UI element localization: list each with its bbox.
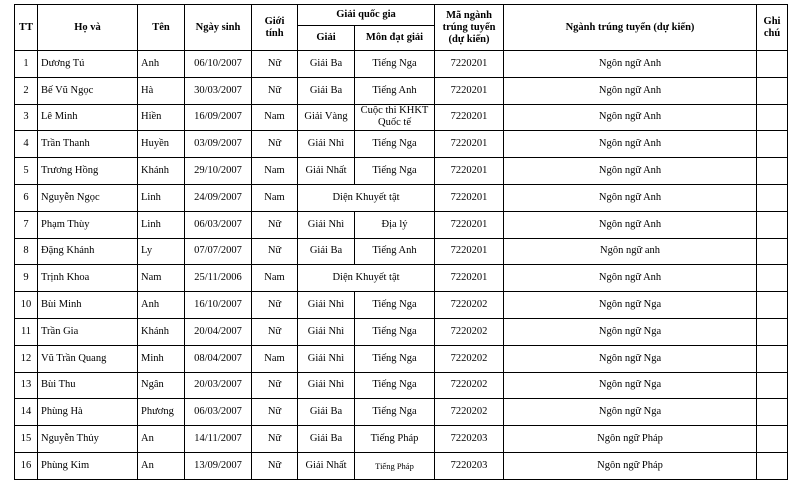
cell-tt: 9 (15, 265, 38, 292)
cell-mon-dat-giai: Cuộc thi KHKT Quốc tế (355, 104, 435, 131)
cell-ghi-chu (757, 158, 788, 185)
table-row (15, 318, 788, 345)
cell-ghi-chu (757, 131, 788, 158)
cell-mon-dat-giai: Tiếng Nga (355, 51, 435, 78)
cell-giai: Giải Nhì (298, 292, 355, 319)
cell-gioi-tinh: Nữ (252, 238, 298, 265)
cell-ten: Huyền (138, 131, 185, 158)
cell-ghi-chu (757, 372, 788, 399)
cell-ghi-chu (757, 211, 788, 238)
cell-mon-dat-giai: Tiếng Pháp (355, 452, 435, 479)
cell-ngay-sinh: 06/03/2007 (185, 211, 252, 238)
cell-ma-nganh: 7220201 (435, 104, 504, 131)
cell-ten: Minh (138, 345, 185, 372)
cell-nganh-trung-tuyen: Ngôn ngữ Anh (504, 77, 757, 104)
cell-tt: 15 (15, 426, 38, 453)
cell-ngay-sinh: 16/09/2007 (185, 104, 252, 131)
header-giai: Giải (298, 26, 355, 51)
cell-ma-nganh: 7220202 (435, 372, 504, 399)
cell-tt: 6 (15, 184, 38, 211)
cell-ho-va: Đặng Khánh (38, 238, 138, 265)
cell-tt: 13 (15, 372, 38, 399)
header-ten: Tên (138, 5, 185, 51)
cell-tt: 7 (15, 211, 38, 238)
cell-ten: Phương (138, 399, 185, 426)
cell-mon-dat-giai: Tiếng Nga (355, 372, 435, 399)
cell-ghi-chu (757, 426, 788, 453)
cell-tt: 1 (15, 51, 38, 78)
cell-nganh-trung-tuyen: Ngôn ngữ Pháp (504, 452, 757, 479)
cell-tt: 14 (15, 399, 38, 426)
cell-ma-nganh: 7220201 (435, 158, 504, 185)
cell-gioi-tinh: Nữ (252, 51, 298, 78)
header-ma-nganh: Mã ngành trúng tuyển (dự kiến) (435, 5, 504, 51)
cell-gioi-tinh: Nam (252, 104, 298, 131)
cell-tt: 10 (15, 292, 38, 319)
cell-ma-nganh: 7220201 (435, 77, 504, 104)
cell-nganh-trung-tuyen: Ngôn ngữ Anh (504, 158, 757, 185)
cell-gioi-tinh: Nữ (252, 131, 298, 158)
cell-ma-nganh: 7220201 (435, 211, 504, 238)
cell-giai: Giải Ba (298, 399, 355, 426)
cell-ho-va: Nguyễn Thủy (38, 426, 138, 453)
cell-ngay-sinh: 06/10/2007 (185, 51, 252, 78)
cell-gioi-tinh: Nam (252, 184, 298, 211)
cell-nganh-trung-tuyen: Ngôn ngữ Nga (504, 345, 757, 372)
header-gioi-tinh: Giới tính (252, 5, 298, 51)
cell-nganh-trung-tuyen: Ngôn ngữ Nga (504, 292, 757, 319)
cell-ho-va: Lê Minh (38, 104, 138, 131)
cell-ten: Khánh (138, 318, 185, 345)
cell-ngay-sinh: 16/10/2007 (185, 292, 252, 319)
cell-mon-dat-giai: Tiếng Anh (355, 77, 435, 104)
cell-ghi-chu (757, 318, 788, 345)
cell-gioi-tinh: Nữ (252, 426, 298, 453)
cell-ho-va: Dương Tú (38, 51, 138, 78)
cell-ho-va: Trần Thanh (38, 131, 138, 158)
cell-ngay-sinh: 24/09/2007 (185, 184, 252, 211)
table-row (15, 426, 788, 453)
header-ho-va: Họ và (38, 5, 138, 51)
cell-giai: Giải Nhì (298, 131, 355, 158)
document-page (14, 4, 788, 480)
cell-gioi-tinh: Nữ (252, 452, 298, 479)
cell-ho-va: Trần Gia (38, 318, 138, 345)
table-row (15, 452, 788, 479)
cell-ho-va: Bùi Minh (38, 292, 138, 319)
cell-ten: An (138, 452, 185, 479)
table-row (15, 158, 788, 185)
cell-ngay-sinh: 30/03/2007 (185, 77, 252, 104)
cell-ten: Nam (138, 265, 185, 292)
cell-tt: 11 (15, 318, 38, 345)
cell-giai: Giải Nhất (298, 158, 355, 185)
cell-ho-va: Trương Hồng (38, 158, 138, 185)
cell-mon-dat-giai: Tiếng Nga (355, 318, 435, 345)
cell-ghi-chu (757, 399, 788, 426)
cell-dien-uu-tien: Diện Khuyết tật (298, 184, 435, 211)
cell-mon-dat-giai: Tiếng Nga (355, 131, 435, 158)
table-row (15, 211, 788, 238)
cell-ten: Anh (138, 292, 185, 319)
header-ghi-chu: Ghi chú (757, 5, 788, 51)
cell-nganh-trung-tuyen: Ngôn ngữ Anh (504, 184, 757, 211)
cell-tt: 3 (15, 104, 38, 131)
table-row (15, 345, 788, 372)
cell-ghi-chu (757, 292, 788, 319)
cell-mon-dat-giai: Tiếng Nga (355, 292, 435, 319)
header-nganh-trung-tuyen: Ngành trúng tuyển (dự kiến) (504, 5, 757, 51)
cell-mon-dat-giai: Tiếng Nga (355, 158, 435, 185)
cell-ngay-sinh: 14/11/2007 (185, 426, 252, 453)
cell-ho-va: Bùi Thu (38, 372, 138, 399)
cell-giai: Giải Nhì (298, 211, 355, 238)
cell-ten: Linh (138, 211, 185, 238)
header-tt: TT (15, 5, 38, 51)
cell-gioi-tinh: Nam (252, 265, 298, 292)
cell-ghi-chu (757, 77, 788, 104)
header-giai-quoc-gia: Giải quốc gia (298, 5, 435, 26)
table-row (15, 131, 788, 158)
cell-ma-nganh: 7220201 (435, 265, 504, 292)
table-row (15, 292, 788, 319)
cell-ten: Khánh (138, 158, 185, 185)
cell-giai: Giải Nhì (298, 318, 355, 345)
cell-giai: Giải Nhì (298, 345, 355, 372)
table-row (15, 238, 788, 265)
cell-tt: 8 (15, 238, 38, 265)
cell-gioi-tinh: Nam (252, 158, 298, 185)
cell-nganh-trung-tuyen: Ngôn ngữ Nga (504, 372, 757, 399)
cell-ngay-sinh: 08/04/2007 (185, 345, 252, 372)
cell-giai: Giải Vàng (298, 104, 355, 131)
cell-gioi-tinh: Nữ (252, 292, 298, 319)
cell-tt: 2 (15, 77, 38, 104)
cell-gioi-tinh: Nam (252, 345, 298, 372)
cell-ho-va: Bế Vũ Ngọc (38, 77, 138, 104)
cell-ho-va: Phùng Kim (38, 452, 138, 479)
cell-gioi-tinh: Nữ (252, 372, 298, 399)
cell-mon-dat-giai: Địa lý (355, 211, 435, 238)
cell-ho-va: Nguyễn Ngọc (38, 184, 138, 211)
cell-ngay-sinh: 20/03/2007 (185, 372, 252, 399)
cell-mon-dat-giai: Tiếng Pháp (355, 426, 435, 453)
cell-giai: Giải Nhất (298, 452, 355, 479)
cell-giai: Giải Ba (298, 77, 355, 104)
cell-nganh-trung-tuyen: Ngôn ngữ Anh (504, 265, 757, 292)
cell-ma-nganh: 7220201 (435, 238, 504, 265)
cell-mon-dat-giai: Tiếng Nga (355, 399, 435, 426)
cell-giai: Giải Ba (298, 238, 355, 265)
table-body (15, 51, 788, 480)
admission-table (14, 4, 788, 480)
table-row (15, 265, 788, 292)
cell-ho-va: Trịnh Khoa (38, 265, 138, 292)
cell-ghi-chu (757, 265, 788, 292)
cell-ma-nganh: 7220203 (435, 426, 504, 453)
cell-tt: 12 (15, 345, 38, 372)
cell-nganh-trung-tuyen: Ngôn ngữ Anh (504, 104, 757, 131)
cell-tt: 5 (15, 158, 38, 185)
cell-ghi-chu (757, 51, 788, 78)
cell-nganh-trung-tuyen: Ngôn ngữ Nga (504, 318, 757, 345)
cell-mon-dat-giai: Tiếng Anh (355, 238, 435, 265)
cell-ghi-chu (757, 184, 788, 211)
cell-ma-nganh: 7220202 (435, 292, 504, 319)
cell-ngay-sinh: 13/09/2007 (185, 452, 252, 479)
cell-ma-nganh: 7220203 (435, 452, 504, 479)
cell-dien-uu-tien: Diện Khuyết tật (298, 265, 435, 292)
cell-ho-va: Phạm Thùy (38, 211, 138, 238)
cell-gioi-tinh: Nữ (252, 77, 298, 104)
cell-ho-va: Phùng Hà (38, 399, 138, 426)
table-row (15, 77, 788, 104)
header-mon-dat-giai: Môn đạt giải (355, 26, 435, 51)
cell-nganh-trung-tuyen: Ngôn ngữ Anh (504, 131, 757, 158)
cell-ngay-sinh: 03/09/2007 (185, 131, 252, 158)
cell-ten: An (138, 426, 185, 453)
table-row (15, 184, 788, 211)
cell-giai: Giải Nhì (298, 372, 355, 399)
cell-ten: Hiền (138, 104, 185, 131)
cell-ma-nganh: 7220201 (435, 131, 504, 158)
cell-ngay-sinh: 07/07/2007 (185, 238, 252, 265)
cell-nganh-trung-tuyen: Ngôn ngữ Anh (504, 211, 757, 238)
cell-ngay-sinh: 29/10/2007 (185, 158, 252, 185)
cell-nganh-trung-tuyen: Ngôn ngữ anh (504, 238, 757, 265)
cell-tt: 4 (15, 131, 38, 158)
cell-ho-va: Vũ Trần Quang (38, 345, 138, 372)
cell-ten: Linh (138, 184, 185, 211)
cell-ten: Anh (138, 51, 185, 78)
cell-ma-nganh: 7220201 (435, 51, 504, 78)
table-row (15, 104, 788, 131)
cell-ten: Hà (138, 77, 185, 104)
cell-ghi-chu (757, 452, 788, 479)
table-row (15, 372, 788, 399)
cell-ma-nganh: 7220202 (435, 345, 504, 372)
cell-gioi-tinh: Nữ (252, 399, 298, 426)
cell-giai: Giải Ba (298, 426, 355, 453)
cell-ghi-chu (757, 238, 788, 265)
cell-nganh-trung-tuyen: Ngôn ngữ Nga (504, 399, 757, 426)
cell-ten: Ngân (138, 372, 185, 399)
cell-ghi-chu (757, 345, 788, 372)
cell-gioi-tinh: Nữ (252, 211, 298, 238)
cell-ngay-sinh: 20/04/2007 (185, 318, 252, 345)
cell-ghi-chu (757, 104, 788, 131)
cell-ma-nganh: 7220202 (435, 318, 504, 345)
cell-ma-nganh: 7220201 (435, 184, 504, 211)
cell-mon-dat-giai: Tiếng Nga (355, 345, 435, 372)
cell-ma-nganh: 7220202 (435, 399, 504, 426)
cell-nganh-trung-tuyen: Ngôn ngữ Pháp (504, 426, 757, 453)
cell-tt: 16 (15, 452, 38, 479)
cell-gioi-tinh: Nữ (252, 318, 298, 345)
cell-ngay-sinh: 06/03/2007 (185, 399, 252, 426)
header-ngay-sinh: Ngày sinh (185, 5, 252, 51)
cell-ngay-sinh: 25/11/2006 (185, 265, 252, 292)
cell-nganh-trung-tuyen: Ngôn ngữ Anh (504, 51, 757, 78)
table-row (15, 51, 788, 78)
cell-giai: Giải Ba (298, 51, 355, 78)
cell-ten: Ly (138, 238, 185, 265)
table-row (15, 399, 788, 426)
